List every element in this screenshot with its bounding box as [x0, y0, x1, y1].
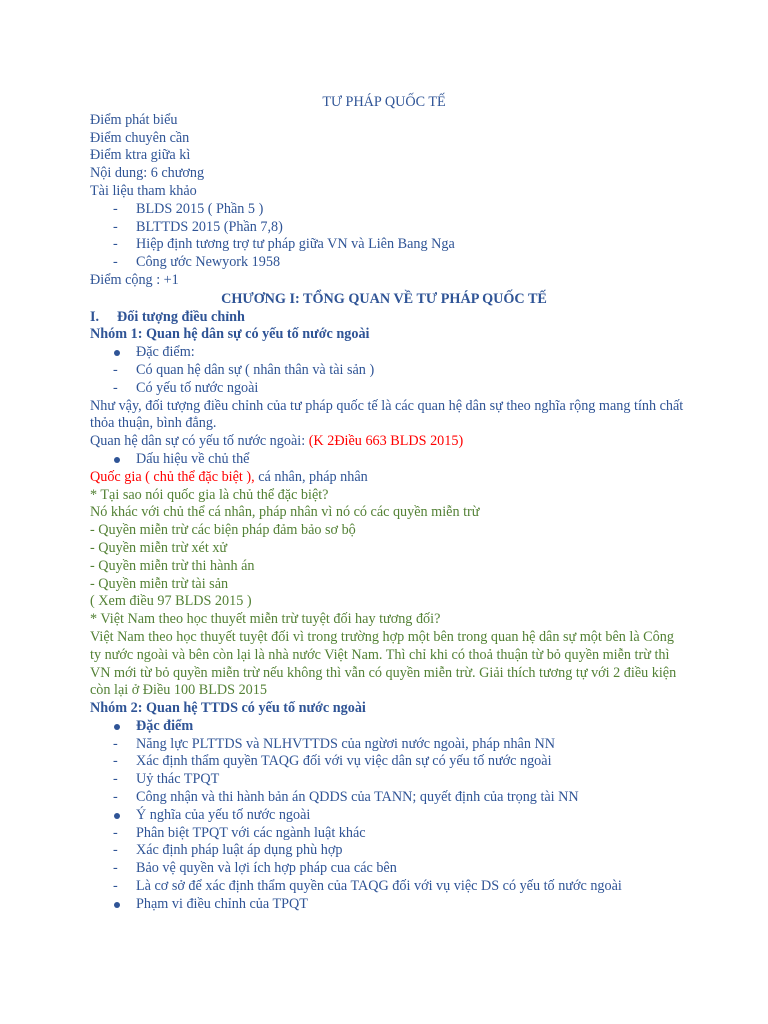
immunity-item: - Quyền miễn trừ thi hành án [90, 557, 255, 574]
group1-heading: Nhóm 1: Quan hệ dân sự có yếu tố nước ngoài [90, 326, 370, 343]
dash-marker: - [113, 771, 118, 788]
group2-heading: Nhóm 2: Quan hệ TTDS có yếu tố nước ngoài [90, 700, 366, 717]
reference-item: - Công ước Newyork 1958 [113, 254, 281, 271]
dash-marker: - [113, 254, 118, 271]
dash-marker: - [113, 200, 118, 217]
bullet-item: Phạm vi điều chỉnh của TPQT [90, 896, 690, 914]
dash-marker: - [113, 236, 118, 253]
bullet-icon [114, 350, 120, 356]
relation-line: Quan hệ dân sự có yếu tố nước ngoài: (K 2Điều 663 BLDS 2015) [90, 433, 464, 450]
dash-marker: - [113, 218, 118, 235]
bullet-icon [114, 813, 120, 819]
bullet-item: Đặc điểm [90, 718, 690, 736]
bullet-icon [114, 457, 120, 463]
subject-line: Quốc gia ( chủ thể đặc biệt ), cá nhân, pháp nhân [90, 468, 368, 485]
dash-item: - Là cơ sở để xác định thẩm quyền của TAQG đối với vụ việc DS có yếu tố nước ngoài [113, 878, 622, 895]
dash-marker: - [113, 842, 118, 859]
dash-item: - Năng lực PLTTDS và NLHVTTDS của ngừơi nước ngoài, pháp nhân NN [113, 735, 555, 752]
bonus-line: Điểm cộng : +1 [90, 271, 179, 288]
bullet-item: Dấu hiệu về chủ thể [90, 451, 690, 469]
dash-marker: - [113, 379, 118, 396]
dash-item: - Xác định pháp luật áp dụng phù hợp [113, 842, 343, 859]
answer: Nó khác với chủ thể cá nhân, pháp nhân vì nó có các quyền miễn trừ [90, 504, 480, 521]
dash-item: - Bảo vệ quyền và lợi ích hợp pháp cua các bên [113, 860, 397, 877]
immunity-item: - Quyền miễn trừ xét xử [90, 539, 228, 556]
dash-marker: - [113, 789, 118, 806]
dash-item: - Công nhận và thi hành bản án QDDS của TANN; quyết định của trọng tài NN [113, 789, 579, 806]
dash-marker: - [113, 824, 118, 841]
dash-item: - Xác định thẩm quyền TAQG đối với vụ việc dân sự có yếu tố nước ngoài [113, 753, 552, 770]
reference-item: - BLDS 2015 ( Phần 5 ) [113, 200, 264, 217]
bullet-icon [114, 724, 120, 730]
immunity-item: - Quyền miễn trừ các biện pháp đảm bảo sơ bộ [90, 522, 356, 539]
document-page [90, 94, 690, 914]
reference-item: - BLTTDS 2015 (Phần 7,8) [113, 218, 283, 235]
paragraph: Như vậy, đối tượng điều chỉnh của tư pháp quốc tế là các quan hệ dân sự theo nghĩa rộng mang tính chất thỏa thuận, bình đẳng. [90, 397, 684, 432]
intro-line: Điểm chuyên cần [90, 129, 190, 146]
dash-item: - Phân biệt TPQT với các ngành luật khác [113, 824, 366, 841]
reference-item: - Hiệp định tương trợ tư pháp giữa VN và Liên Bang Nga [113, 236, 455, 253]
answer-paragraph: Việt Nam theo học thuyết tuyệt đối vì trong trường hợp một bên trong quan hệ dân sự một bên là Công ty nước ngoài và bên còn lại là nhà nước Việt Nam. Thì chỉ khi có thoả thuận từ bỏ quyền miễn trừ thì VN mới từ bỏ quyền miễn trừ nếu không thì vẫn có quyền miễn trừ. Giải thích tương tự với 2 điều kiện còn lại ở Điều 100 BLDS 2015 [90, 628, 677, 699]
document-title: TƯ PHÁP QUỐC TẾ [322, 94, 446, 110]
dash-item: - Uỷ thác TPQT [113, 771, 220, 788]
intro-line: Tài liệu tham khảo [90, 182, 197, 199]
see-reference: ( Xem điều 97 BLDS 2015 ) [90, 593, 252, 610]
section-heading: I. Đối tượng điều chỉnh [90, 308, 245, 325]
dash-item: - Có quan hệ dân sự ( nhân thân và tài sản ) [113, 361, 375, 378]
dash-marker: - [113, 878, 118, 895]
bullet-icon [114, 902, 120, 908]
dash-marker: - [113, 753, 118, 770]
dash-marker: - [113, 735, 118, 752]
chapter-heading: CHƯƠNG I: TỔNG QUAN VỀ TƯ PHÁP QUỐC TẾ [221, 290, 547, 307]
dash-marker: - [113, 361, 118, 378]
immunity-item: - Quyền miễn trừ tài sản [90, 575, 229, 592]
legal-reference: (K 2Điều 663 BLDS 2015) [308, 433, 464, 450]
bullet-item: Đặc điểm: [90, 344, 690, 362]
bullet-item: Ý nghĩa của yếu tố nước ngoài [90, 807, 690, 825]
intro-line: Điểm phát biểu [90, 111, 178, 128]
question: * Việt Nam theo học thuyết miễn trừ tuyệt đối hay tương đối? [90, 611, 441, 628]
question: * Tại sao nói quốc gia là chủ thể đặc biệt? [90, 486, 329, 503]
dash-item: - Có yếu tố nước ngoài [113, 379, 259, 396]
intro-line: Điểm ktra giữa kì [90, 147, 191, 164]
intro-line: Nội dung: 6 chương [90, 165, 205, 182]
dash-marker: - [113, 860, 118, 877]
